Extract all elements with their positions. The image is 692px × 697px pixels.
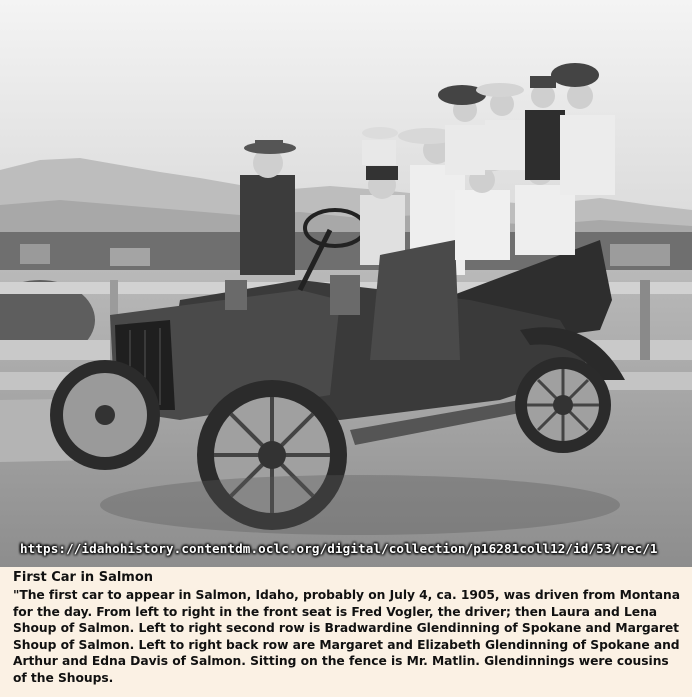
caption-body: "The first car to appear in Salmon, Idaho, probably on July 4, ca. 1905, was driven from Montana for the day. From left to right in the front seat is Fred Vogler, the driver; then Laura and Lena Shoup of Salmon. Left to right second row is Bradwardine Glendinning of Spokane and Margaret Shoup of Salmon. Left to right back row are Margaret and Elizabeth Glendinning of Spokane and Arthur and Edna Davis of Salmon. Sitting on the fence is Mr. Matlin. Glendinnings were cousins of the Shoups.	[13, 588, 680, 685]
caption-title: First Car in Salmon	[13, 570, 154, 585]
rear-wheel	[515, 357, 611, 453]
source-url-overlay: https://idahohistory.contentdm.oclc.org/digital/collection/p16281coll12/id/53/rec/1	[20, 541, 658, 556]
front-wheel-left	[50, 360, 160, 470]
town-building	[610, 244, 670, 266]
caption-panel	[0, 567, 692, 697]
town-building	[20, 244, 50, 264]
town-building	[110, 248, 150, 266]
shadow	[100, 475, 620, 535]
